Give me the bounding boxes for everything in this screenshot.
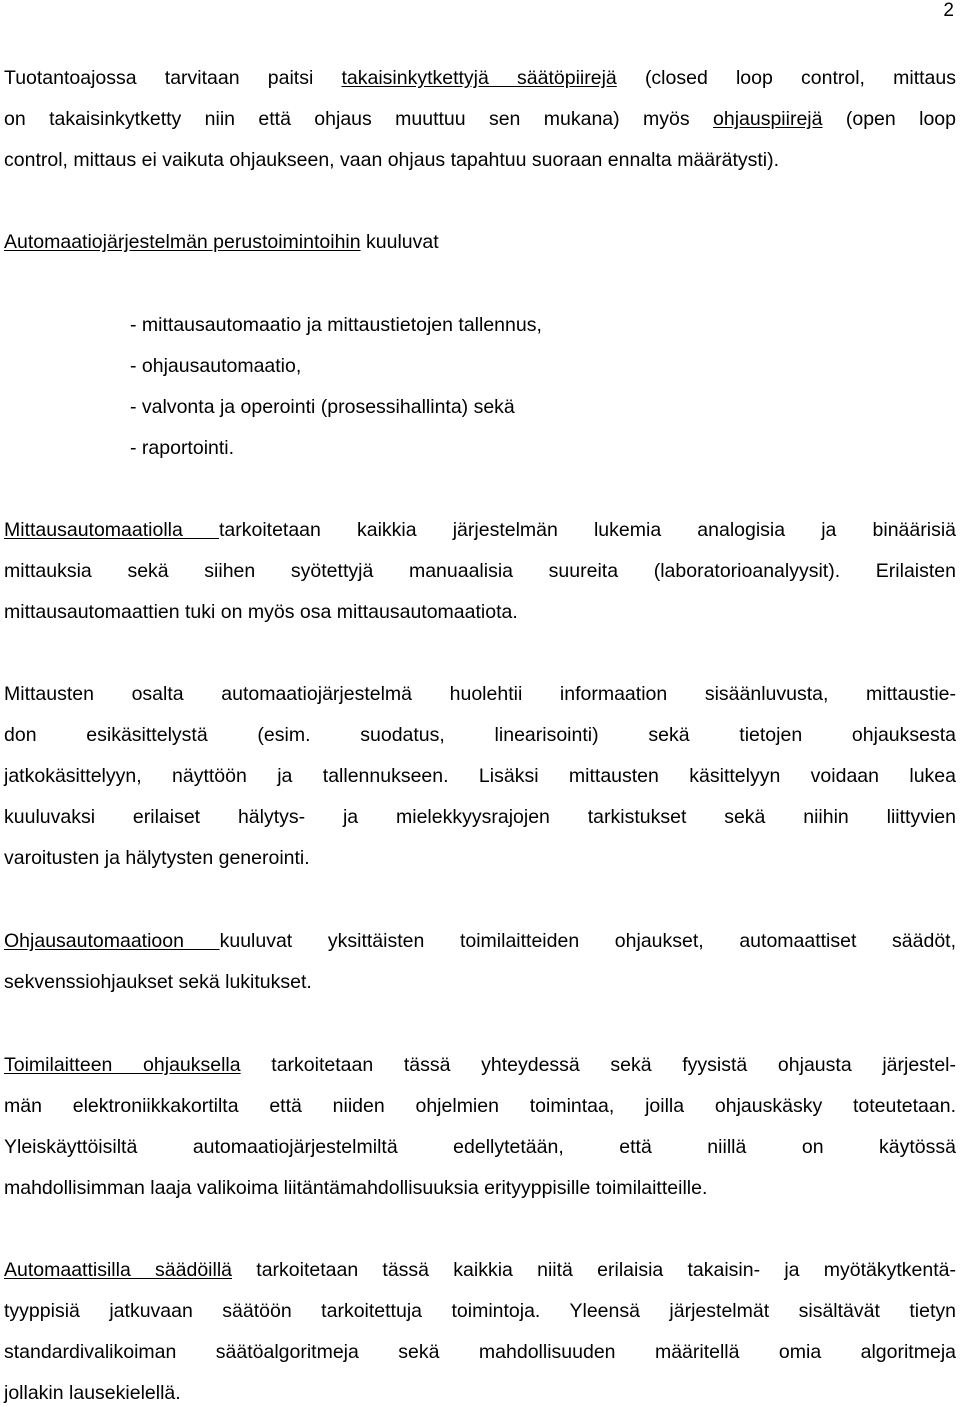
p7-line-3: standardivalikoiman säätöalgoritmeja sekä mahdollisuuden määritellä omia algoritmeja (4, 1341, 956, 1363)
p7-line-4: jollakin lausekielellä. (4, 1382, 181, 1404)
term-control-automation: Ohjausautomaatioon (4, 930, 220, 952)
p3-line-3: mittausautomaattien tuki on myös osa mittausautomaatiota. (4, 601, 518, 623)
p3-line-2: mittauksia sekä siihen syötettyjä manuaalisia suureita (laboratorioanalyysit). Erilaisten (4, 560, 956, 582)
p5-line-2: sekvenssiohjaukset sekä lukitukset. (4, 971, 312, 993)
p1-line-2: on takaisinkytketty niin että ohjaus muuttuu sen mukana) myös ohjauspiirejä (open loop (4, 108, 956, 130)
p5-line-1: Ohjausautomaatioon kuuluvat yksittäisten toimilaitteiden ohjaukset, automaattiset säädöt, (4, 930, 956, 952)
p4-line-4: kuuluvaksi erilaiset hälytys- ja mielekkyysrajojen tarkistukset sekä niihin liittyvien (4, 806, 956, 828)
list-item: - raportointi. (130, 437, 235, 459)
list-item: - valvonta ja operointi (prosessihallinta) sekä (130, 396, 515, 418)
p7-line-1: Automaattisilla säädöillä tarkoitetaan tässä kaikkia niitä erilaisia takaisin- ja myötäkytkentä- (4, 1259, 956, 1281)
p1-line-1: Tuotantoajossa tarvitaan paitsi takaisinkytkettyjä säätöpiirejä (closed loop control, mittaus (4, 67, 956, 89)
term-closed-loop: takaisinkytkettyjä säätöpiirejä (341, 67, 617, 89)
term-measurement-automation: Mittausautomaatiolla (4, 519, 219, 541)
term-open-loop: ohjauspiirejä (713, 108, 823, 130)
p4-line-3: jatkokäsittelyyn, näyttöön ja tallennukseen. Lisäksi mittausten käsittelyyn voidaan lukea (4, 765, 956, 787)
p2-line-1: Automaatiojärjestelmän perustoimintoihin kuuluvat (4, 231, 439, 253)
p6-line-2: män elektroniikkakortilta että niiden ohjelmien toimintaa, joilla ohjauskäsky toteutetaan. (4, 1095, 956, 1117)
p4-line-2: don esikäsittelystä (esim. suodatus, linearisointi) sekä tietojen ohjauksesta (4, 724, 956, 746)
list-item: - mittausautomaatio ja mittaustietojen tallennus, (130, 314, 542, 336)
p1-line-3: control, mittaus ei vaikuta ohjaukseen, vaan ohjaus tapahtuu suoraan ennalta määrätysti). (4, 149, 780, 171)
list-item: - ohjausautomaatio, (130, 355, 302, 377)
page-number: 2 (943, 0, 954, 21)
term-basic-functions: Automaatiojärjestelmän perustoimintoihin (4, 231, 361, 253)
p7-line-2: tyyppisiä jatkuvaan säätöön tarkoitettuja toimintoja. Yleensä järjestelmät sisältävät tietyn (4, 1300, 956, 1322)
p4-line-5: varoitusten ja hälytysten generointi. (4, 847, 310, 869)
p3-line-1: Mittausautomaatiolla tarkoitetaan kaikkia järjestelmän lukemia analogisia ja binäärisiä (4, 519, 956, 541)
p6-line-4: mahdollisimman laaja valikoima liitäntämahdollisuuksia erityyppisille toimilaitteille. (4, 1177, 708, 1199)
p6-line-1: Toimilaitteen ohjauksella tarkoitetaan tässä yhteydessä sekä fyysistä ohjausta järjestel- (4, 1054, 957, 1076)
p6-line-3: Yleiskäyttöisiltä automaatiojärjestelmiltä edellytetään, että niillä on käytössä (4, 1136, 956, 1158)
term-actuator-control: Toimilaitteen ohjauksella (4, 1054, 241, 1076)
p4-line-1: Mittausten osalta automaatiojärjestelmä huolehtii informaation sisäänluvusta, mittaustie- (4, 683, 956, 705)
term-automatic-control: Automaattisilla säädöillä (4, 1259, 233, 1281)
